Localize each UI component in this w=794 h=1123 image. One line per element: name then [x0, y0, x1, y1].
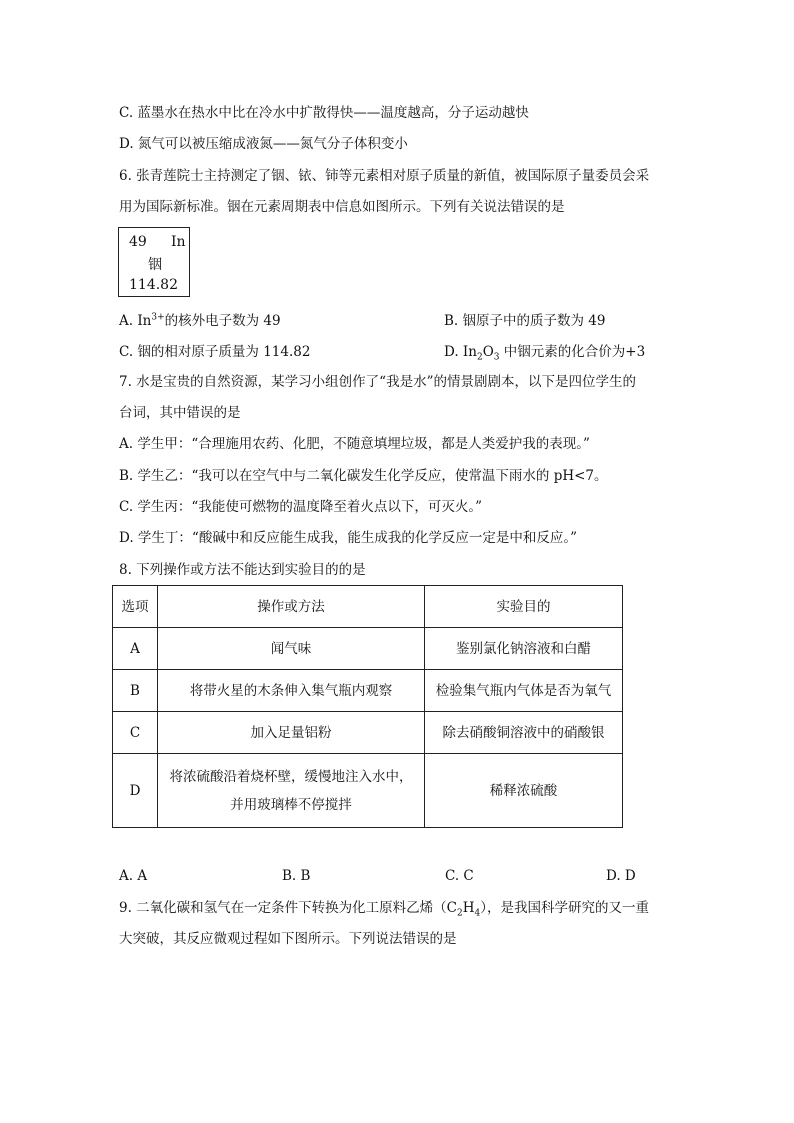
q6-option-d-post: 中铟元素的化合价为+3 [499, 344, 646, 360]
table-row [113, 712, 623, 754]
q6-option-d-pre: D. In [444, 344, 477, 360]
q8-stem: 8. 下列操作或方法不能达到实验目的的是 [119, 562, 366, 578]
q6-option-a-pre: A. In [119, 313, 152, 329]
q9-stem-line1 [119, 898, 649, 918]
header-purpose: 实验目的 [425, 586, 623, 628]
q5-option-c: C. 蓝墨水在热水中比在冷水中扩散得快——温度越高，分子运动越快 [119, 105, 529, 121]
q9-sub2: 4 [474, 908, 481, 919]
q7-option-b: B. 学生乙：“我可以在空气中与二氧化碳发生化学反应，使常温下雨水的 pH<7。 [119, 468, 608, 484]
q6-option-a-charge: 3+ [151, 312, 165, 323]
q6-option-d-sub1: 2 [476, 352, 483, 363]
element-name: 铟 [148, 257, 162, 273]
row-purpose: 稀释浓硫酸 [425, 754, 623, 828]
row-method: 加入足量铝粉 [158, 712, 425, 754]
element-symbol: In [171, 234, 186, 250]
row-label: B [113, 670, 158, 712]
row-method: 闻气味 [158, 628, 425, 670]
row-purpose: 检验集气瓶内气体是否为氧气 [425, 670, 623, 712]
q6-option-d [444, 342, 645, 362]
q8-option-c: C. C [445, 868, 474, 884]
table-header-row [113, 586, 623, 628]
row-label: C [113, 712, 158, 754]
q6-option-a-post: 的核外电子数为 49 [164, 313, 281, 329]
q6-option-a [119, 311, 281, 331]
row-purpose: 除去硝酸铜溶液中的硝酸银 [425, 712, 623, 754]
header-method: 操作或方法 [158, 586, 425, 628]
q9-mid: H [462, 900, 475, 916]
q7-option-a: A. 学生甲：“合理施用农药、化肥，不随意填埋垃圾，都是人类爱护我的表现。” [119, 436, 590, 452]
row-method: 将带火星的木条伸入集气瓶内观察 [158, 670, 425, 712]
q6-option-d-mid: O [482, 344, 494, 360]
q9-stem-line2: 大突破，其反应微观过程如下图所示。下列说法错误的是 [119, 931, 457, 947]
q9-stem-pre: 9. 二氧化碳和氢气在一定条件下转换为化工原料乙烯（C [119, 900, 458, 916]
row-method-line1: 将浓硫酸沿着烧杯壁，缓慢地注入水中， [169, 768, 413, 785]
atomic-number: 49 [129, 234, 147, 250]
row-label: D [113, 754, 158, 828]
q7-stem-line2: 台词，其中错误的是 [119, 405, 241, 421]
q8-table [112, 585, 623, 828]
q6-option-d-sub2: 3 [493, 352, 500, 363]
row-label: A [113, 628, 158, 670]
q6-stem-line1: 6. 张青莲院士主持测定了铟、铱、铈等元素相对原子质量的新值，被国际原子量委员会采 [119, 168, 650, 184]
atomic-mass: 114.82 [129, 277, 178, 293]
row-method [158, 754, 425, 828]
q7-option-d: D. 学生丁：“酸碱中和反应能生成我，能生成我的化学反应一定是中和反应。” [119, 530, 577, 546]
q6-option-b: B. 铟原子中的质子数为 49 [444, 313, 606, 329]
row-purpose: 鉴别氯化钠溶液和白醋 [425, 628, 623, 670]
table-row [113, 754, 623, 828]
header-option: 选项 [113, 586, 158, 628]
q7-stem-line1: 7. 水是宝贵的自然资源，某学习小组创作了“我是水”的情景剧剧本，以下是四位学生的 [119, 374, 636, 390]
table-row [113, 670, 623, 712]
q8-option-b: B. B [282, 868, 311, 884]
q9-sub1: 2 [457, 908, 463, 919]
q5-option-d: D. 氮气可以被压缩成液氮——氮气分子体积变小 [119, 136, 408, 152]
q8-option-a: A. A [119, 868, 148, 884]
table-row [113, 628, 623, 670]
q8-option-d: D. D [606, 868, 636, 884]
q9-stem-post: ），是我国科学研究的又一重 [480, 900, 650, 916]
q6-stem-line2: 用为国际新标准。铟在元素周期表中信息如图所示。下列有关说法错误的是 [119, 199, 565, 215]
q7-option-c: C. 学生丙：“我能使可燃物的温度降至着火点以下，可灭火。” [119, 499, 482, 515]
q6-option-c: C. 铟的相对原子质量为 114.82 [119, 344, 311, 360]
row-method-line2: 并用玻璃棒不停搅拌 [230, 796, 352, 813]
element-card-indium [118, 227, 190, 297]
